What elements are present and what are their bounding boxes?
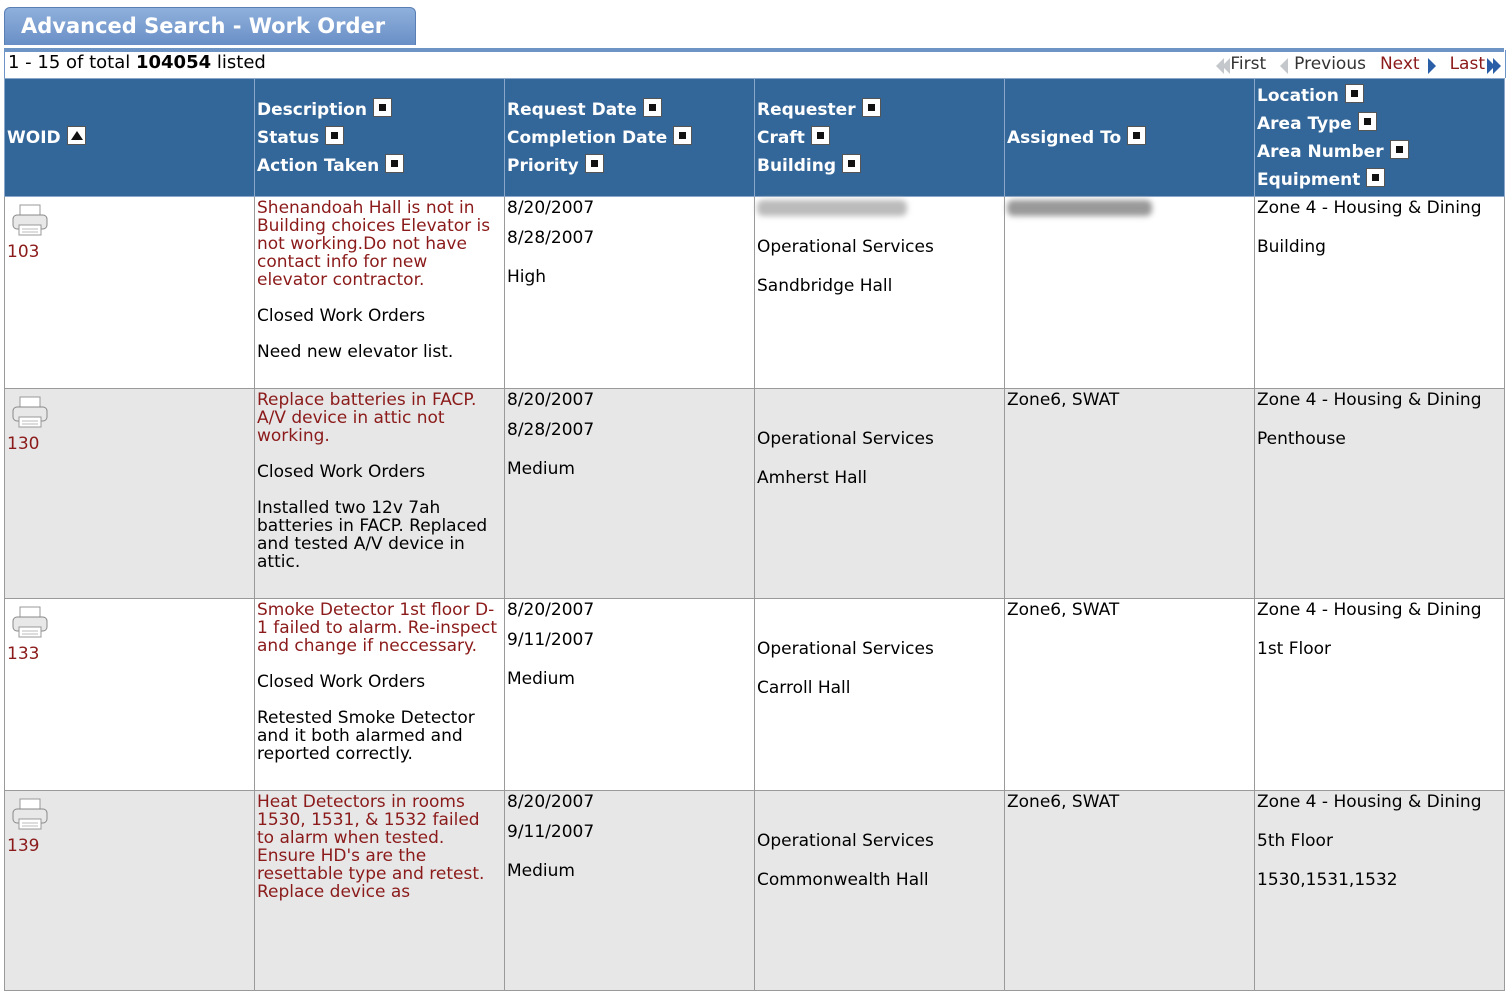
request-date: 8/20/2007 (507, 198, 595, 218)
description-cell (255, 791, 505, 991)
header-building-label: Building (757, 155, 836, 176)
priority: Medium (507, 669, 575, 689)
last-link[interactable] (1450, 54, 1501, 74)
sort-status-icon[interactable] (325, 126, 344, 145)
tab-strip (4, 0, 1504, 52)
sort-priority-icon[interactable] (585, 154, 604, 173)
craft: Operational Services (757, 429, 934, 449)
next-icon (1428, 58, 1436, 74)
sort-asc-icon[interactable] (67, 126, 86, 145)
woid-cell (5, 599, 255, 791)
priority: High (507, 267, 547, 287)
completion-date: 9/11/2007 (507, 630, 595, 650)
pager (1202, 54, 1501, 74)
header-woid (5, 79, 255, 197)
assigned-to: Zone6, SWAT (1007, 792, 1120, 812)
sort-request-date-icon[interactable] (643, 98, 662, 117)
sort-completion-date-icon[interactable] (673, 126, 692, 145)
description-link[interactable]: Smoke Detector 1st floor D-1 failed to alarm. Re-inspect and change if neccessary. (257, 600, 498, 656)
location: Zone 4 - Housing & Dining (1257, 600, 1482, 620)
completion-date: 8/28/2007 (507, 228, 595, 248)
previous-link[interactable] (1280, 54, 1366, 74)
header-location (1255, 79, 1505, 197)
status-text: Closed Work Orders (257, 306, 426, 326)
description-cell (255, 389, 505, 599)
work-order-table (4, 78, 1505, 991)
assigned-cell (1005, 389, 1255, 599)
location-cell (1255, 389, 1505, 599)
header-description (255, 79, 505, 197)
action-text: Retested Smoke Detector and it both alarmed and reported correctly. (257, 708, 475, 764)
action-text: Installed two 12v 7ah batteries in FACP. Replaced and tested A/V device in attic. (257, 498, 488, 572)
woid-cell (5, 389, 255, 599)
header-area-type-label: Area Type (1257, 113, 1352, 134)
sort-requester-icon[interactable] (862, 98, 881, 117)
area-number: 1530,1531,1532 (1257, 870, 1398, 890)
craft: Operational Services (757, 639, 934, 659)
woid-link[interactable]: 103 (7, 242, 40, 262)
dates-cell (505, 389, 755, 599)
area-type: Penthouse (1257, 429, 1346, 449)
assigned-redacted (1007, 200, 1152, 216)
area-type: 1st Floor (1257, 639, 1332, 659)
dates-cell (505, 599, 755, 791)
header-description-label: Description (257, 99, 367, 120)
description-cell (255, 197, 505, 389)
requester-cell (755, 389, 1005, 599)
record-count (8, 52, 266, 73)
action-text: Need new elevator list. (257, 342, 454, 362)
header-completion-date-label: Completion Date (507, 127, 668, 148)
last-icon (1487, 58, 1501, 74)
printer-icon[interactable] (11, 605, 49, 639)
sort-craft-icon[interactable] (811, 126, 830, 145)
printer-icon[interactable] (11, 797, 49, 831)
priority: Medium (507, 861, 575, 881)
woid-link[interactable]: 133 (7, 644, 40, 664)
assigned-cell (1005, 197, 1255, 389)
location: Zone 4 - Housing & Dining (1257, 390, 1482, 410)
description-cell (255, 599, 505, 791)
sort-assigned-icon[interactable] (1127, 126, 1146, 145)
woid-link[interactable]: 139 (7, 836, 40, 856)
craft: Operational Services (757, 237, 934, 257)
completion-date: 8/28/2007 (507, 420, 595, 440)
tab-advanced-search[interactable]: Advanced Search - Work Order (4, 7, 416, 45)
status-text: Closed Work Orders (257, 672, 426, 692)
sort-equipment-icon[interactable] (1366, 168, 1385, 187)
request-date: 8/20/2007 (507, 600, 595, 620)
sort-description-icon[interactable] (373, 98, 392, 117)
building: Commonwealth Hall (757, 870, 929, 890)
requester-cell (755, 599, 1005, 791)
header-requester (755, 79, 1005, 197)
woid-cell (5, 791, 255, 991)
sort-action-icon[interactable] (385, 154, 404, 173)
area-type: Building (1257, 237, 1326, 257)
area-type: 5th Floor (1257, 831, 1333, 851)
table-header-row (5, 79, 1505, 197)
building: Carroll Hall (757, 678, 851, 698)
requester-cell (755, 197, 1005, 389)
next-link[interactable] (1380, 54, 1436, 74)
header-dates (505, 79, 755, 197)
request-date: 8/20/2007 (507, 390, 595, 410)
table-row (5, 197, 1505, 389)
location-cell (1255, 599, 1505, 791)
sort-area-type-icon[interactable] (1358, 112, 1377, 131)
assigned-to: Zone6, SWAT (1007, 600, 1120, 620)
description-link[interactable]: Shenandoah Hall is not in Building choices Elevator is not working.Do not have contact info for new elevator contractor. (257, 198, 491, 290)
table-row (5, 599, 1505, 791)
sort-area-number-icon[interactable] (1390, 140, 1409, 159)
previous-label: Previous (1294, 54, 1366, 74)
printer-icon[interactable] (11, 203, 49, 237)
assigned-cell (1005, 791, 1255, 991)
header-request-date-label: Request Date (507, 99, 637, 120)
requester-redacted (757, 200, 907, 216)
header-priority-label: Priority (507, 155, 579, 176)
dates-cell (505, 791, 755, 991)
range-text: 1 - 15 of total (8, 52, 131, 73)
sort-location-icon[interactable] (1345, 84, 1364, 103)
dates-cell (505, 197, 755, 389)
status-text: Closed Work Orders (257, 462, 426, 482)
completion-date: 9/11/2007 (507, 822, 595, 842)
header-assigned-label: Assigned To (1007, 127, 1122, 148)
previous-icon (1280, 58, 1288, 74)
first-icon (1216, 58, 1230, 74)
craft: Operational Services (757, 831, 934, 851)
assigned-to: Zone6, SWAT (1007, 390, 1120, 410)
header-status-label: Status (257, 127, 320, 148)
header-equipment-label: Equipment (1257, 169, 1361, 190)
first-link[interactable] (1216, 54, 1266, 74)
header-action-label: Action Taken (257, 155, 380, 176)
header-requester-label: Requester (757, 99, 856, 120)
listed-text: listed (216, 52, 266, 73)
header-assigned (1005, 79, 1255, 197)
paging-bar (4, 50, 1506, 78)
next-label: Next (1379, 54, 1420, 74)
location-cell (1255, 197, 1505, 389)
header-woid-label: WOID (7, 127, 61, 148)
header-location-label: Location (1257, 85, 1339, 106)
description-link[interactable]: Replace batteries in FACP. A/V device in attic not working. (257, 390, 477, 446)
location: Zone 4 - Housing & Dining (1257, 792, 1482, 812)
description-link[interactable]: Heat Detectors in rooms 1530, 1531, & 1532 failed to alarm when tested. Ensure HD's are the resettable type and retest. Replace device as (257, 792, 485, 902)
printer-icon[interactable] (11, 395, 49, 429)
table-row (5, 791, 1505, 991)
woid-cell (5, 197, 255, 389)
woid-link[interactable]: 130 (7, 434, 40, 454)
table-row (5, 389, 1505, 599)
sort-building-icon[interactable] (842, 154, 861, 173)
requester-cell (755, 791, 1005, 991)
last-label: Last (1449, 54, 1485, 74)
location: Zone 4 - Housing & Dining (1257, 198, 1482, 218)
location-cell (1255, 791, 1505, 991)
building: Sandbridge Hall (757, 276, 893, 296)
header-area-number-label: Area Number (1257, 141, 1384, 162)
request-date: 8/20/2007 (507, 792, 595, 812)
building: Amherst Hall (757, 468, 867, 488)
assigned-cell (1005, 599, 1255, 791)
first-label: First (1230, 54, 1267, 74)
priority: Medium (507, 459, 575, 479)
total-count: 104054 (135, 52, 212, 73)
header-craft-label: Craft (757, 127, 805, 148)
